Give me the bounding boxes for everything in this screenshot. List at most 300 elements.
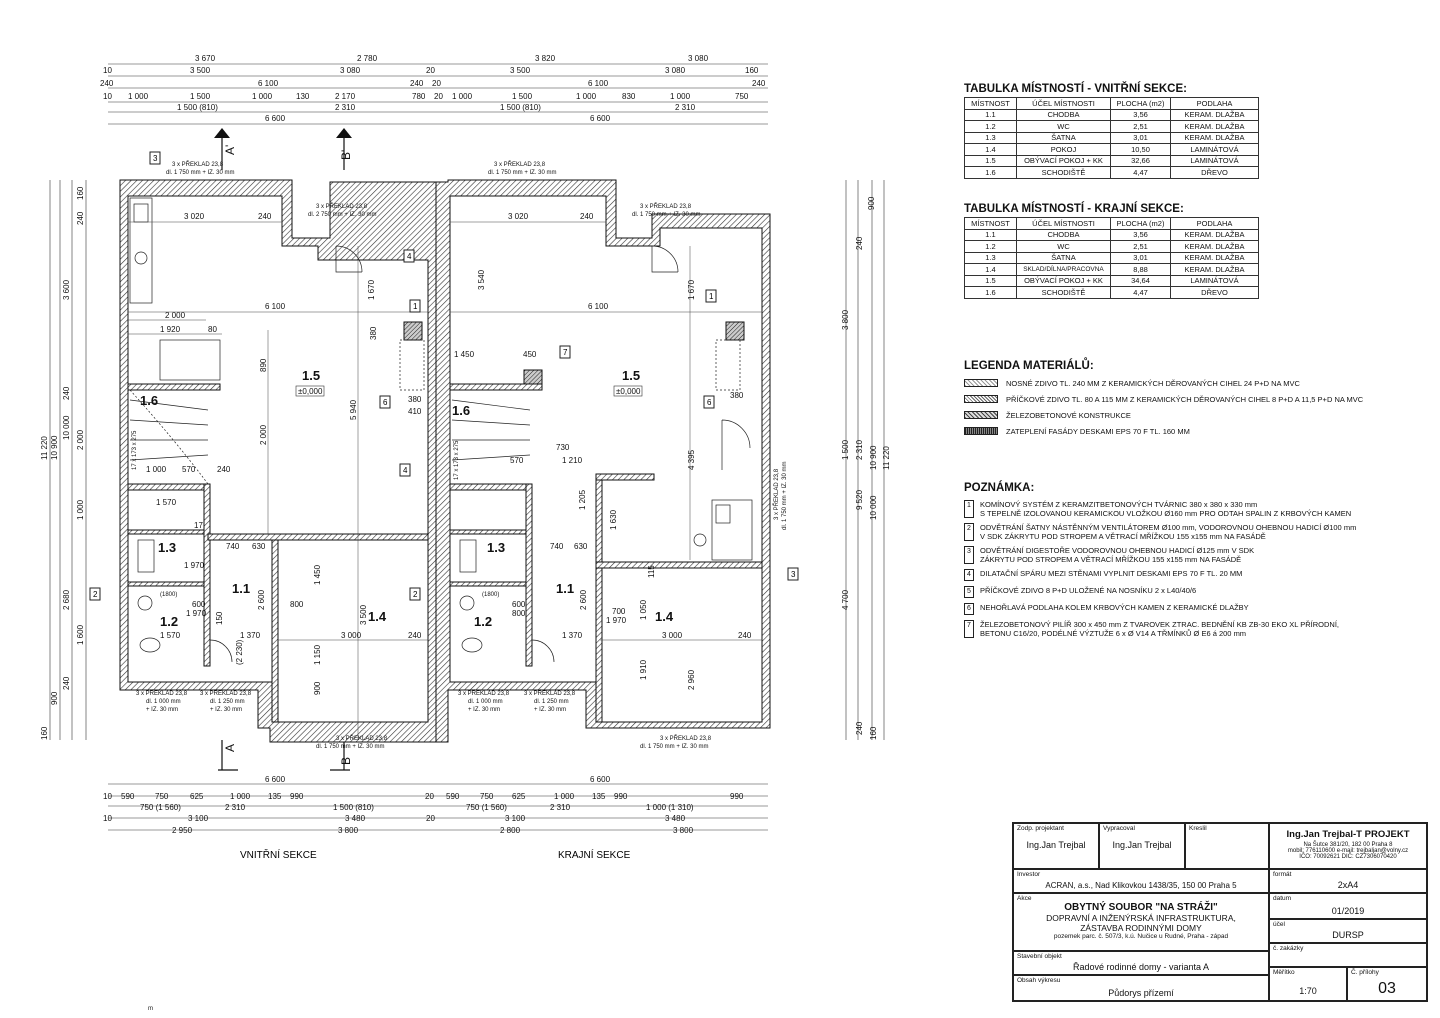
right-dimension-texts (841, 196, 891, 740)
dim: 3 000 (662, 631, 683, 640)
cell: 1.4 (965, 144, 1017, 156)
dim: 1 000 (146, 465, 167, 474)
dim: 4 395 (687, 449, 696, 470)
table-header: ÚČEL MÍSTNOSTI (1017, 218, 1111, 230)
washer-icon (135, 252, 147, 264)
dim: 3 480 (665, 814, 686, 823)
tb-label: č. zakázky (1273, 945, 1304, 952)
notes-section (964, 482, 1426, 643)
dim: 240 (410, 79, 424, 88)
cut-label: B (339, 756, 353, 765)
table-header: PLOCHA (m2) (1111, 98, 1171, 110)
dim: 990 (730, 792, 744, 801)
lintel-note: dl. 1 750 mm + IZ. 30 mm (632, 212, 701, 218)
washer-icon (694, 534, 706, 546)
room-tag: 1.1 (556, 581, 575, 596)
tb-obsah (1013, 975, 1269, 1001)
cell: 1.2 (965, 121, 1017, 133)
dim: 750 (1 560) (466, 803, 507, 812)
lintel-note: dl. 1 750 mm + IZ. 30 mm (782, 461, 788, 530)
dim: 130 (296, 92, 310, 101)
dim: 1 500 (841, 439, 850, 460)
note-text: NEHOŘLAVÁ PODLAHA KOLEM KRBOVÝCH KAMEN Z KERAMICKÉ DLAŽBY (980, 603, 1249, 612)
tb-investor (1013, 869, 1269, 893)
project-title: OBYTNÝ SOUBOR "NA STRÁŽI" (1064, 902, 1218, 913)
lintel-note: + IZ. 30 mm (534, 707, 567, 713)
note-item (964, 569, 1426, 581)
dim: 570 (182, 465, 196, 474)
left-dimension-texts (40, 186, 85, 740)
stairs-note: 17 x 173 x 275 (454, 440, 460, 480)
dim: 240 (217, 465, 231, 474)
cell: 1.6 (965, 167, 1017, 179)
cell: 2,51 (1111, 121, 1171, 133)
dim: 1 000 (128, 92, 149, 101)
lintel-note: 3 x PŘEKLAD 23,8 (200, 691, 252, 697)
right-dimension-chains (846, 180, 884, 740)
cell: 1.5 (965, 155, 1017, 167)
note-number: 3 (964, 546, 974, 564)
cell: 1.5 (965, 275, 1017, 287)
dim: 1 000 (1 310) (646, 803, 694, 812)
table-row (965, 144, 1259, 156)
tb-kreslil (1185, 823, 1269, 869)
company-address: Na Šutce 381/20, 182 00 Praha 8 (1303, 842, 1393, 848)
dim: 2 000 (76, 429, 85, 450)
tb-value: Ing.Jan Trejbal (1026, 840, 1086, 850)
dim: 1 600 (76, 624, 85, 645)
dim: 1 205 (578, 489, 587, 510)
svg-text:2: 2 (413, 590, 418, 599)
cell: SKLAD/DÍLNA/PRACOVNA (1017, 264, 1111, 276)
dim: 1 910 (639, 659, 648, 680)
cell: 32,66 (1111, 155, 1171, 167)
tb-label: Akce (1017, 895, 1032, 902)
table-row (965, 241, 1259, 253)
legend-text: ZATEPLENÍ FASÁDY DESKAMI EPS 70 F TL. 160 MM (1006, 426, 1190, 436)
cell: 1.1 (965, 109, 1017, 121)
note-item (964, 603, 1426, 615)
dim: 750 (735, 92, 749, 101)
cell: OBÝVACÍ POKOJ + KK (1017, 275, 1111, 287)
dim: 630 (574, 542, 588, 551)
dim: 1 000 (452, 92, 473, 101)
note-text: KOMÍNOVÝ SYSTÉM Z KERAMZITBETONOVÝCH TVÁRNIC 380 x 380 x 330 mm (980, 500, 1258, 509)
cell: LAMINÁTOVÁ (1171, 144, 1259, 156)
shower-icon (138, 540, 154, 572)
dim: 890 (259, 358, 268, 372)
dim: 3 600 (62, 279, 71, 300)
dim: 3 100 (188, 814, 209, 823)
svg-text:4: 4 (403, 466, 408, 475)
dim: 10 900 (50, 435, 59, 460)
dim: 6 600 (590, 775, 611, 784)
dim: 1 500 (512, 92, 533, 101)
dim: 700 (612, 607, 626, 616)
dim: 1 970 (186, 609, 207, 618)
tb-value: 1:70 (1299, 986, 1317, 996)
table-header: MÍSTNOST (965, 218, 1017, 230)
dim: 1 210 (562, 456, 583, 465)
dim: 1 920 (160, 325, 181, 334)
dim: 570 (510, 456, 524, 465)
lintel-note: + IZ. 30 mm (146, 707, 179, 713)
tb-format (1269, 869, 1427, 893)
shower-icon (460, 540, 476, 572)
tb-label: účel (1273, 921, 1285, 928)
cell: WC (1017, 241, 1111, 253)
svg-text:6: 6 (383, 398, 388, 407)
dim: (2 230) (235, 639, 244, 665)
dim: 2 600 (579, 589, 588, 610)
dim: 3 100 (505, 814, 526, 823)
cut-label: A' (223, 144, 237, 155)
note-number: 7 (964, 620, 974, 638)
dim: 1 370 (240, 631, 261, 640)
svg-text:7: 7 (563, 348, 568, 357)
table-row (965, 155, 1259, 167)
cell: 3,01 (1111, 132, 1171, 144)
dim: 3 670 (195, 54, 216, 63)
svg-text:1: 1 (709, 292, 714, 301)
table-row (965, 287, 1259, 299)
note-text: S TEPELNĚ IZOLOVANOU KERAMICKOU VLOŽKOU Ø160 mm PRO ODTAH SPALIN Z KRBOVÝCH KAMEN (980, 509, 1352, 518)
dim: 3 820 (535, 54, 556, 63)
table-header: MÍSTNOST (965, 98, 1017, 110)
room-table (964, 217, 1259, 299)
dim: 1 000 (76, 499, 85, 520)
svg-text:4: 4 (407, 252, 412, 261)
dim: 240 (738, 631, 752, 640)
cell: KERAM. DLAŽBA (1171, 109, 1259, 121)
lintel-note: dl. 2 750 mm + IZ. 30 mm (308, 212, 377, 218)
cell: 4,47 (1111, 287, 1171, 299)
table-header: PODLAHA (1171, 218, 1259, 230)
svg-text:2: 2 (93, 590, 98, 599)
note-number: 5 (964, 586, 974, 598)
dim: 10 900 (869, 445, 878, 470)
cut-label: A (223, 743, 237, 752)
svg-text:6: 6 (707, 398, 712, 407)
dim: 11 220 (882, 446, 891, 470)
lintel-note: 3 x PŘEKLAD 23,8 (640, 204, 692, 210)
wall-note: (1800) (160, 592, 178, 598)
dim: 6 100 (265, 302, 286, 311)
project-parcel: pozemek parc. č. 507/3, k.ú. Nučice u Rudné, Praha - západ (1053, 933, 1229, 940)
legend-item (964, 375, 1424, 391)
dim: 6 600 (265, 775, 286, 784)
concrete-pillar (524, 370, 542, 384)
note-number: 6 (964, 603, 974, 615)
dim: 2 310 (335, 103, 356, 112)
dim: 160 (76, 186, 85, 200)
table-row (965, 229, 1259, 241)
table-row (965, 167, 1259, 179)
dim: 240 (855, 721, 864, 735)
note-item (964, 620, 1426, 638)
dim: 240 (258, 212, 272, 221)
note-text: ODVĚTRÁNÍ ŠATNY NÁSTĚNNÝM VENTILÁTOREM Ø100 mm, VODOROVNOU OHEBNOU HADICÍ Ø100 mm (980, 523, 1357, 532)
dim: 1 500 (810) (333, 803, 374, 812)
cell: ŠATNA (1017, 132, 1111, 144)
room-tag: 1.1 (232, 581, 251, 596)
svg-text:3: 3 (153, 154, 158, 163)
cell: 1.6 (965, 287, 1017, 299)
room-table (964, 97, 1259, 179)
tb-label: Investor (1017, 871, 1041, 878)
lintel-note: 3 x PŘEKLAD 23,8 (494, 162, 546, 168)
room-tag: 1.3 (158, 540, 177, 555)
dim: 800 (512, 609, 526, 618)
wall-note: (1800) (482, 592, 500, 598)
hatch-swatch-icon (964, 427, 998, 435)
notes-title: POZNÁMKA: (964, 482, 1035, 494)
dim: 240 (855, 236, 864, 250)
dim: 900 (50, 691, 59, 705)
boiler-icon (460, 596, 474, 610)
dim: 990 (290, 792, 304, 801)
dim: 160 (40, 726, 49, 740)
table-title: TABULKA MÍSTNOSTÍ - KRAJNÍ SEKCE: (964, 203, 1184, 215)
dim: 1 970 (184, 561, 205, 570)
note-text: DILATAČNÍ SPÁRU MEZI STĚNAMI VYPLNIT DESKAMI EPS 70 F TL. 20 MM (980, 569, 1243, 578)
dim: 2 310 (675, 103, 696, 112)
note-number: 2 (964, 523, 974, 541)
chimney (404, 322, 422, 340)
stairs-left (130, 400, 208, 460)
dim: 2 960 (687, 669, 696, 690)
lintel-note: 3 x PŘEKLAD 23,8 (660, 736, 712, 742)
table-row (965, 264, 1259, 276)
legend-title: LEGENDA MATERIÁLŮ: (964, 360, 1094, 372)
dim: 1 370 (562, 631, 583, 640)
room-tag: 1.2 (474, 614, 493, 629)
dim: 750 (1 560) (140, 803, 181, 812)
lintel-note: 3 x PŘEKLAD 23,8 (774, 468, 780, 520)
cut-label: B' (339, 149, 353, 160)
cell: LAMINÁTOVÁ (1171, 155, 1259, 167)
tb-label: datum (1273, 895, 1292, 902)
floor-level: ±0,000 (298, 387, 323, 396)
dim: 3 800 (673, 826, 694, 835)
boiler-icon (138, 596, 152, 610)
dim: 1 970 (606, 616, 627, 625)
tb-value: Ing.Jan Trejbal (1112, 840, 1172, 850)
dim: 900 (867, 196, 876, 210)
room-tag: 1.6 (452, 403, 471, 418)
table-header: PODLAHA (1171, 98, 1259, 110)
lintel-note: dl. 1 750 mm + IZ. 30 mm (640, 744, 709, 750)
room-tag: 1.4 (655, 609, 674, 624)
tb-datum (1269, 893, 1427, 919)
dim: 2 310 (550, 803, 571, 812)
note-text: ODVĚTRÁNÍ DIGESTOŘE VODOROVNOU OHEBNOU HADICÍ Ø125 mm V SDK (980, 546, 1255, 555)
cell: 4,47 (1111, 167, 1171, 179)
lintel-note: 3 x PŘEKLAD 23,8 (524, 691, 576, 697)
dim: 830 (622, 92, 636, 101)
tb-zakazka (1269, 943, 1427, 967)
tb-label: Obsah výkresu (1017, 977, 1061, 984)
cell: 1.2 (965, 241, 1017, 253)
dim: 80 (208, 325, 217, 334)
dim: 2 170 (335, 92, 356, 101)
dim: 20 (426, 814, 435, 823)
cell: DŘEVO (1171, 287, 1259, 299)
room-tags-right (452, 368, 674, 629)
dim: 2 800 (500, 826, 521, 835)
dim: 135 (268, 792, 282, 801)
cell: KERAM. DLAŽBA (1171, 264, 1259, 276)
dim: 3 000 (341, 631, 362, 640)
dim: 590 (121, 792, 135, 801)
dim: 3 500 (190, 66, 211, 75)
room-tag: 1.5 (622, 368, 641, 383)
note-number: 1 (964, 500, 974, 518)
tb-value: DURSP (1332, 930, 1364, 940)
cell: 34,64 (1111, 275, 1171, 287)
toilet-icon (140, 638, 160, 652)
dim: 750 (480, 792, 494, 801)
cell: KERAM. DLAŽBA (1171, 241, 1259, 253)
tb-vypr (1099, 823, 1185, 869)
dim: 10 (103, 814, 112, 823)
cut-arrow-icon (336, 128, 352, 138)
dim: 1 670 (687, 279, 696, 300)
corner-mark: m (148, 1006, 153, 1012)
chimney (726, 322, 744, 340)
cell: WC (1017, 121, 1111, 133)
dim: 17 (194, 521, 203, 530)
dim: 20 (432, 79, 441, 88)
dim: 990 (614, 792, 628, 801)
note-item (964, 546, 1426, 564)
cell: 3,56 (1111, 229, 1171, 241)
tb-meritko (1269, 967, 1347, 1001)
dim: 740 (226, 542, 240, 551)
dim: 3 020 (508, 212, 529, 221)
lintel-note: dl. 1 250 mm (534, 699, 569, 705)
dim: 150 (215, 611, 224, 625)
company-name: Ing.Jan Trejbal-T PROJEKT (1286, 829, 1410, 840)
cell: 1.3 (965, 132, 1017, 144)
tb-label: Měřítko (1273, 969, 1295, 976)
dim: 600 (192, 600, 206, 609)
tb-label: Č. přílohy (1351, 969, 1379, 976)
dim: 10 000 (62, 415, 71, 440)
dim: 115 (647, 565, 656, 578)
dim: 10 (103, 92, 112, 101)
tb-label: formát (1273, 871, 1292, 878)
dim: 6 100 (258, 79, 279, 88)
note-item (964, 523, 1426, 541)
dim: 6 600 (590, 114, 611, 123)
note-text: ZÁKRYTU POD STROPEM A VĚTRACÍ MŘÍŽKOU 155 x155 mm NA FASÁDĚ (980, 555, 1242, 564)
project-subtitle: DOPRAVNÍ A INŽENÝRSKÁ INFRASTRUKTURA, (1046, 913, 1236, 923)
lintel-note: dl. 1 750 mm + IZ. 30 mm (166, 170, 235, 176)
cell: KERAM. DLAŽBA (1171, 132, 1259, 144)
tb-label: Stavební objekt (1017, 953, 1062, 960)
cell: 1.1 (965, 229, 1017, 241)
lintel-note: + IZ. 30 mm (468, 707, 501, 713)
dim: 3 480 (345, 814, 366, 823)
cell: 1.3 (965, 252, 1017, 264)
tb-ucel (1269, 919, 1427, 943)
dim: 6 600 (265, 114, 286, 123)
dim: 1 450 (454, 350, 475, 359)
dim: 240 (580, 212, 594, 221)
legend-text: PŘÍČKOVÉ ZDIVO TL. 80 A 115 MM Z KERAMICKÝCH DĚROVANÝCH CIHEL 8 P+D A 11,5 P+D NA MVC (1006, 394, 1364, 404)
room-tag: 1.5 (302, 368, 321, 383)
cell: POKOJ (1017, 144, 1111, 156)
lintel-note: 3 x PŘEKLAD 23,8 (136, 691, 188, 697)
cut-arrow-icon (214, 128, 230, 138)
dim: 11 220 (40, 436, 49, 460)
dim: 240 (100, 79, 114, 88)
inner-dims-right (454, 212, 752, 690)
cell: KERAM. DLAŽBA (1171, 229, 1259, 241)
top-dimension-texts (100, 54, 766, 123)
dim: 4 700 (841, 589, 850, 610)
dim: 380 (730, 391, 744, 400)
cell: 8,88 (1111, 264, 1171, 276)
dim: 2 000 (165, 311, 186, 320)
stairs-note: 17 x 173 x 275 (132, 430, 138, 470)
dim: 2 950 (172, 826, 193, 835)
dim: 1 050 (639, 599, 648, 620)
dim: 160 (869, 726, 878, 740)
material-legend (964, 360, 1424, 439)
lintel-note: 3 x PŘEKLAD 23,8 (336, 736, 388, 742)
dim: 1 000 (670, 92, 691, 101)
note-text: BETONU C16/20, PODÉLNÉ VÝZTUŽE 6 x Ø V14 A TŘMÍNKŮ Ø E6 á 200 mm (980, 629, 1247, 638)
dim: 5 940 (349, 399, 358, 420)
legend-item (964, 391, 1424, 407)
dim: 625 (190, 792, 204, 801)
dim: 730 (556, 443, 570, 452)
lintel-note: dl. 1 000 mm (468, 699, 503, 705)
tb-priloha (1347, 967, 1427, 1001)
dim: 10 (103, 792, 112, 801)
dim: 240 (752, 79, 766, 88)
title-block (1012, 822, 1428, 1002)
dim: 1 500 (810) (177, 103, 218, 112)
cell: ŠATNA (1017, 252, 1111, 264)
dim: 1 450 (313, 564, 322, 585)
dim: 1 000 (252, 92, 273, 101)
cell: SCHODIŠTĚ (1017, 167, 1111, 179)
tb-value: Půdorys přízemí (1108, 988, 1174, 998)
room-table-inner (964, 83, 1259, 179)
tb-value: 2xA4 (1337, 880, 1359, 890)
dim: 10 (103, 66, 112, 75)
dim: 3 800 (841, 309, 850, 330)
cell: 10,50 (1111, 144, 1171, 156)
dim: 630 (252, 542, 266, 551)
dim: 1 630 (609, 509, 618, 530)
tb-akce (1013, 893, 1269, 951)
dim: 1 000 (576, 92, 597, 101)
walls (120, 180, 770, 742)
dim: 410 (408, 407, 422, 416)
svg-text:1: 1 (413, 302, 418, 311)
dim: 20 (426, 66, 435, 75)
dim: 2 310 (855, 439, 864, 460)
dim: 6 100 (588, 302, 609, 311)
dim: 20 (434, 92, 443, 101)
dim: 600 (512, 600, 526, 609)
sink-icon (716, 505, 730, 523)
note-text: V SDK ZÁKRYTU POD STROPEM A VĚTRACÍ MŘÍŽKOU 155 x155 mm NA FASÁDĚ (980, 532, 1266, 541)
